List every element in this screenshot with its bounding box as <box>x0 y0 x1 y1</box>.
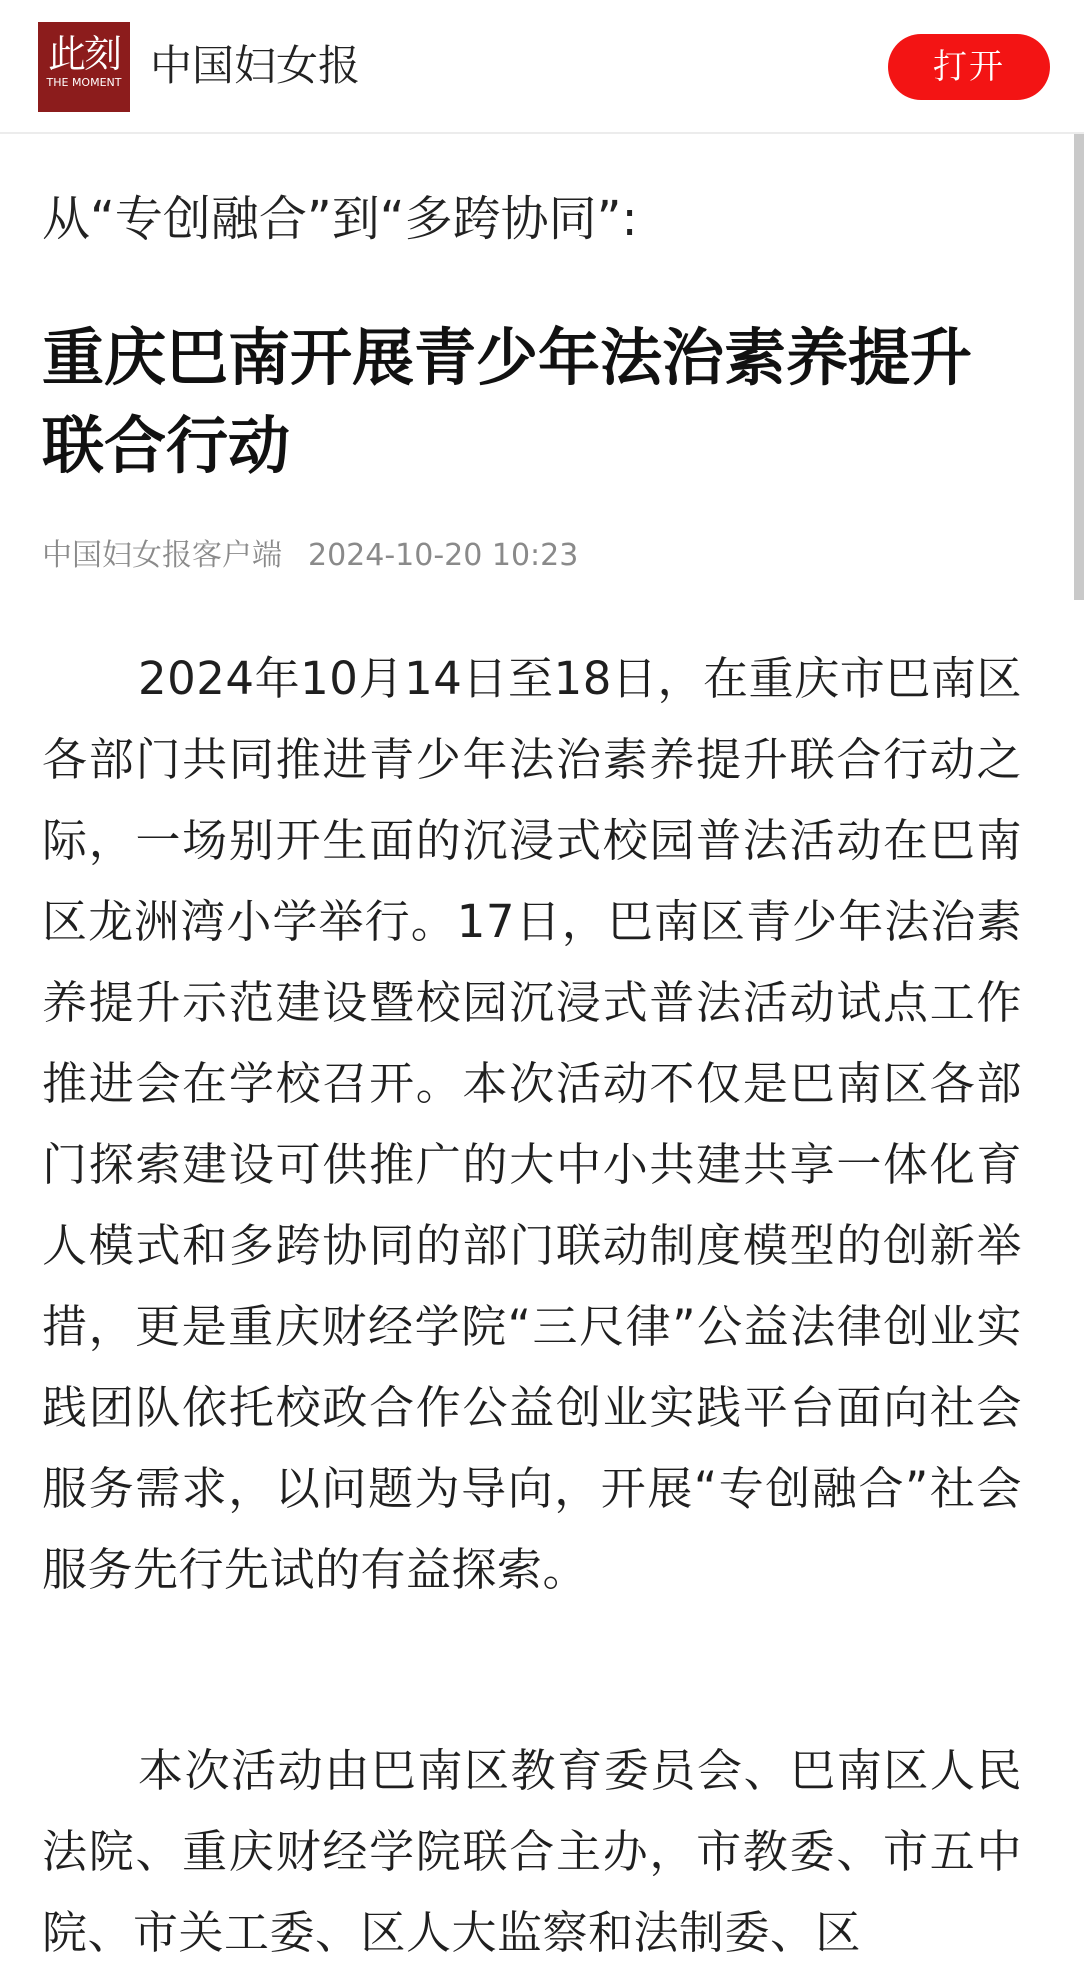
logo-text: 此刻 <box>47 32 120 76</box>
article-meta <box>42 534 578 578</box>
article-paragraph: 本次活动由巴南区教育委员会、巴南区人民法院、重庆财经学院联合主办，市教委、市五中院、市关工委、区人大监察和法制委、区 <box>42 1744 1022 1959</box>
scrollbar[interactable] <box>1074 134 1084 600</box>
article-title: 重庆巴南开展青少年法治素养提升联合行动 <box>42 321 973 482</box>
article-date: 2024-10-20 10:23 <box>308 538 579 573</box>
article-source: 中国妇女报客户端 <box>42 538 282 573</box>
logo-subtext: THE MOMENT <box>46 76 122 89</box>
article-subtitle: 从“专创融合”到“多跨协同”: <box>42 191 638 247</box>
top-app-banner <box>0 0 1084 134</box>
app-name: 中国妇女报 <box>150 41 361 90</box>
article-paragraph: 2024年10月14日至18日，在重庆市巴南区各部门共同推进青少年法治素养提升联合行动之际，一场别开生面的沉浸式校园普法活动在巴南区龙洲湾小学举行。17日，巴南区青少年法治素养提升示范建设暨校园沉浸式普法活动试点工作推进会在学校召开。本次活动不仅是巴南区各部门探索建设可供推广的大中小共建共享一体化育人模式和多跨协同的部门联动制度模型的创新举措，更是重庆财经学院“三尺律”公益法律创业实践团队依托校政合作公益创业实践平台面向社会服务需求，以问题为导向，开展“专创融合”社会服务先行先试的有益探索。 <box>42 652 1022 1596</box>
app-logo[interactable] <box>38 22 130 112</box>
open-app-button[interactable]: 打开 <box>888 34 1050 100</box>
